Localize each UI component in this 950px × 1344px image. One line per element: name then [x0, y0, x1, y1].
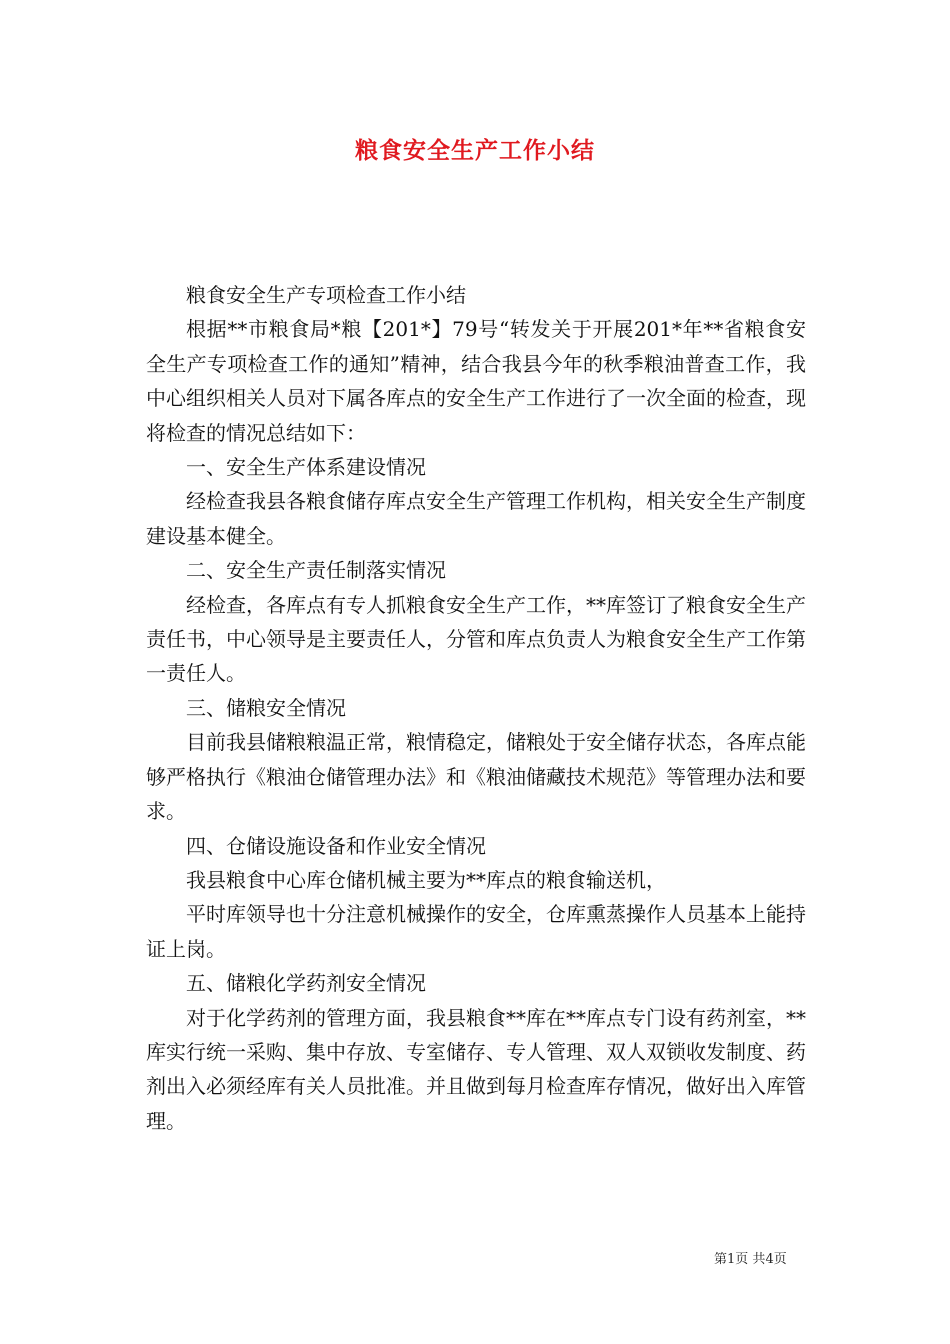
- document-body: [146, 278, 806, 1138]
- section-heading-1: 一、安全生产体系建设情况: [186, 455, 426, 480]
- section-heading-3: 三、储粮安全情况: [186, 695, 346, 720]
- section-heading-4: 四、仓储设施设备和作业安全情况: [186, 833, 486, 858]
- page-current: 1: [727, 1252, 736, 1267]
- paragraph-subtitle: 粮食安全生产专项检查工作小结: [186, 283, 466, 307]
- paragraph-section-4a: 我县粮食中心库仓储机械主要为**库点的粮食输送机，: [186, 867, 666, 892]
- paragraph-section-5: 对于化学药剂的管理方面，我县粮食**库在**库点专门设有药剂室，**库实行统一采购、集中存放、专室储存、专人管理、双人双锁收发制度、药剂出入必须经库有关人员批准。并且做到每月检查库存情况，做好出入库管理。: [146, 1005, 806, 1133]
- page-middle: 页 共: [735, 1252, 766, 1267]
- paragraph-section-3: 目前我县储粮粮温正常，粮情稳定，储粮处于安全储存状态，各库点能够严格执行《粮油仓储管理办法》和《粮油储藏技术规范》等管理办法和要求。: [146, 730, 806, 824]
- paragraph-intro: 根据**市粮食局*粮【201*】79号“转发关于开展201*年**省粮食安全生产专项检查工作的通知”精神，结合我县今年的秋季粮油普查工作，我中心组织相关人员对下属各库点的安全生产工作进行了一次全面的检查，现将检查的情况总结如下：: [146, 317, 806, 445]
- section-heading-5: 五、储粮化学药剂安全情况: [186, 971, 426, 996]
- document-title: 粮食安全生产工作小结: [355, 137, 595, 164]
- page-total: 4: [765, 1252, 774, 1267]
- paragraph-section-4b: 平时库领导也十分注意机械操作的安全，仓库熏蒸操作人员基本上能持证上岗。: [146, 902, 806, 961]
- page-number-footer: [714, 1248, 787, 1267]
- section-heading-2: 二、安全生产责任制落实情况: [186, 558, 446, 583]
- page-suffix: 页: [773, 1252, 787, 1267]
- page-prefix: 第: [714, 1252, 728, 1267]
- paragraph-section-1: 经检查我县各粮食储存库点安全生产管理工作机构，相关安全生产制度建设基本健全。: [146, 489, 806, 548]
- paragraph-section-2: 经检查，各库点有专人抓粮食安全生产工作，**库签订了粮食安全生产责任书，中心领导是主要责任人，分管和库点负责人为粮食安全生产工作第一责任人。: [146, 592, 806, 686]
